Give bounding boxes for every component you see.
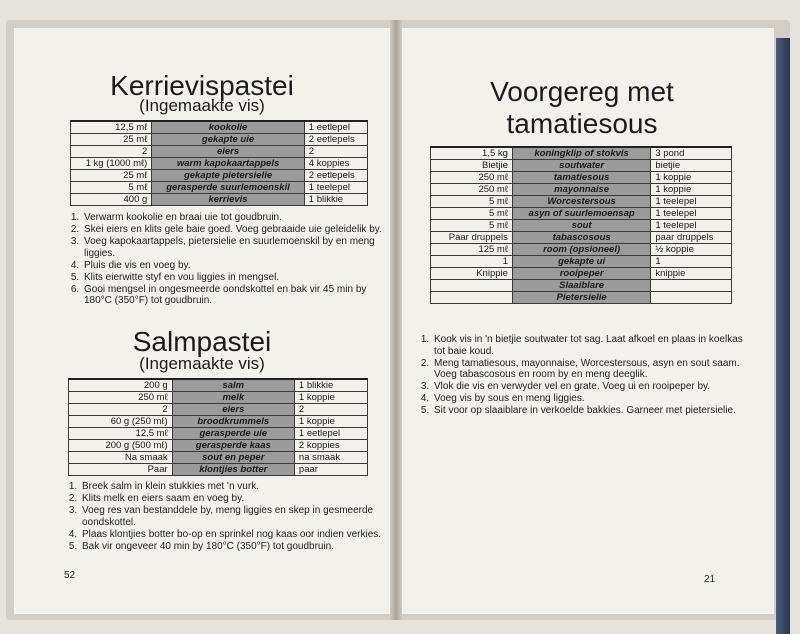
measure-cell: 1 koppie (651, 184, 732, 196)
table-row (431, 172, 732, 184)
measure-cell: 1 koppie (651, 172, 732, 184)
ingredient-cell: gerasperde suurlemoenskil (152, 182, 304, 194)
table-row (431, 147, 732, 160)
measure-cell: 1 eetlepel (304, 121, 367, 134)
measure-cell: na smaak (294, 452, 367, 464)
quantity-cell: 250 mℓ (431, 184, 513, 196)
quantity-cell (431, 280, 513, 292)
table-row (69, 404, 368, 416)
method-step: 5. Bak vir ongeveer 40 min by 180°C (350°F) tot goudbruin. (80, 541, 382, 553)
quantity-cell: 5 mℓ (431, 196, 513, 208)
table-row (69, 428, 368, 440)
quantity-cell: 200 g (69, 379, 173, 392)
method-step: 5. Klits eierwitte styf en vou liggies in mengsel. (82, 272, 382, 284)
ingredient-cell: kookolie (152, 121, 304, 134)
table-row (71, 134, 368, 146)
page-number: 21 (704, 574, 716, 585)
ingredient-cell: gerasperde uie (172, 428, 294, 440)
method-step: 3. Voeg res van bestanddele by, meng liggies en skep in gesmeerde oondskottel. (80, 505, 382, 528)
quantity-cell: 250 mℓ (69, 392, 173, 404)
quantity-cell: 200 g (500 mℓ) (69, 440, 173, 452)
method-step: 1. Kook vis in 'n bietjie soutwater tot sag. Laat afkoel en plaas in koelkas tot baie koud. (432, 334, 748, 357)
ingredient-cell: tabascosous (512, 232, 650, 244)
quantity-cell: 400 g (71, 194, 152, 206)
measure-cell: 2 (304, 146, 367, 158)
quantity-cell: Bietjie (431, 160, 513, 172)
ingredient-cell: room (opsioneel) (512, 244, 650, 256)
table-row (69, 392, 368, 404)
table-row (431, 256, 732, 268)
table-row (71, 121, 368, 134)
measure-cell: 2 (294, 404, 367, 416)
table-row (431, 232, 732, 244)
table-row (69, 416, 368, 428)
table-row (431, 268, 732, 280)
ingredient-cell: Pietersielie (512, 292, 650, 304)
measure-cell: 1 teelepel (651, 208, 732, 220)
measure-cell: 2 eetlepels (304, 170, 367, 182)
method-steps (66, 481, 382, 553)
table-row (71, 194, 368, 206)
quantity-cell: Knippie (431, 268, 513, 280)
method-step: 4. Plaas klontjies botter bo-op en sprinkel nog kaas oor indien verkies. (80, 529, 382, 541)
measure-cell: 1 teelepel (304, 182, 367, 194)
table-row (69, 379, 368, 392)
ingredient-cell: koningklip of stokvis (512, 147, 650, 160)
ingredient-cell: gekapte pietersielie (152, 170, 304, 182)
quantity-cell: 1 (431, 256, 513, 268)
page-number: 52 (64, 570, 76, 581)
book-cover-edge (776, 38, 790, 634)
measure-cell: 1 teelepel (651, 196, 732, 208)
ingredient-cell: warm kapokaartappels (152, 158, 304, 170)
measure-cell: 1 blikkie (294, 379, 367, 392)
table-row (431, 184, 732, 196)
ingredient-table (68, 378, 368, 476)
ingredient-table (430, 146, 732, 304)
measure-cell: ½ koppie (651, 244, 732, 256)
quantity-cell: 25 mℓ (71, 170, 152, 182)
quantity-cell: 1 kg (1000 mℓ) (71, 158, 152, 170)
table-row (69, 440, 368, 452)
measure-cell: 1 koppie (294, 416, 367, 428)
method-step: 1. Verwarm kookolie en braai uie tot goudbruin. (82, 212, 382, 224)
table-row (431, 280, 732, 292)
method-step: 3. Voeg kapokaartappels, pietersielie en suurlemoenskil by en meng liggies. (82, 236, 382, 259)
ingredient-cell: broodkrummels (172, 416, 294, 428)
method-step: 4. Voeg vis by sous en meng liggies. (432, 393, 748, 405)
open-book (6, 20, 790, 620)
measure-cell: bietjie (651, 160, 732, 172)
ingredient-cell: gekapte uie (152, 134, 304, 146)
table-row (431, 208, 732, 220)
method-step: 2. Klits melk en eiers saam en voeg by. (80, 493, 382, 505)
measure-cell: 1 teelepel (651, 220, 732, 232)
quantity-cell: 5 mℓ (71, 182, 152, 194)
quantity-cell: 1,5 kg (431, 147, 513, 160)
ingredient-cell: Worcestersous (512, 196, 650, 208)
table-row (431, 160, 732, 172)
method-step: 4. Pluis die vis en voeg by. (82, 260, 382, 272)
quantity-cell: 12,5 mℓ (71, 121, 152, 134)
measure-cell: 2 koppies (294, 440, 367, 452)
recipe-title: Salmpastei (132, 326, 272, 357)
table-row (69, 452, 368, 464)
ingredient-cell: sout (512, 220, 650, 232)
ingredient-cell: eiers (152, 146, 304, 158)
ingredient-cell: soutwater (512, 160, 650, 172)
ingredient-table (70, 120, 368, 206)
left-page (14, 28, 390, 614)
table-row (431, 292, 732, 304)
quantity-cell: 25 mℓ (71, 134, 152, 146)
right-page (402, 28, 774, 614)
ingredient-cell: melk (172, 392, 294, 404)
method-steps (68, 212, 382, 307)
ingredient-cell: mayonnaise (512, 184, 650, 196)
quantity-cell: 5 mℓ (431, 220, 513, 232)
table-row (431, 244, 732, 256)
ingredient-cell: sout en peper (172, 452, 294, 464)
method-step: 3. Vlok die vis en verwyder vel en grate. Voeg ui en rooipeper by. (432, 381, 748, 393)
measure-cell: 1 (651, 256, 732, 268)
quantity-cell: Paar druppels (431, 232, 513, 244)
method-step: 6. Gooi mengsel in ongesmeerde oondskottel en bak vir 45 min by 180°C (350°F) tot goudbruin. (82, 284, 382, 307)
measure-cell (651, 280, 732, 292)
table-row (69, 464, 368, 476)
measure-cell: 1 eetlepel (294, 428, 367, 440)
quantity-cell: Paar (69, 464, 173, 476)
measure-cell: paar (294, 464, 367, 476)
method-step: 2. Skei eiers en klits gele baie goed. Voeg gebraaide uie geleidelik by. (82, 224, 382, 236)
book-spine (390, 20, 402, 620)
measure-cell: 3 pond (651, 147, 732, 160)
table-row (71, 182, 368, 194)
ingredient-cell: rooipeper (512, 268, 650, 280)
method-step: 5. Sit voor op slaaiblare in verkoelde bakkies. Garneer met pietersielie. (432, 405, 748, 417)
recipe-title: Kerrievispastei (110, 70, 294, 101)
method-step: 2. Meng tamatiesous, mayonnaise, Worcestersous, asyn en sout saam. Voeg tabascosous en room by en meng deeglik. (432, 358, 748, 381)
table-row (431, 220, 732, 232)
table-row (71, 170, 368, 182)
table-row (71, 158, 368, 170)
ingredient-cell: gerasperde kaas (172, 440, 294, 452)
table-row (71, 146, 368, 158)
quantity-cell: Na smaak (69, 452, 173, 464)
measure-cell: 4 koppies (304, 158, 367, 170)
ingredient-cell: salm (172, 379, 294, 392)
ingredient-cell: klontjies botter (172, 464, 294, 476)
recipe-subtitle: (Ingemaakte vis) (139, 354, 265, 373)
ingredient-cell: kerrievis (152, 194, 304, 206)
quantity-cell: 60 g (250 mℓ) (69, 416, 173, 428)
ingredient-cell: tamatiesous (512, 172, 650, 184)
ingredient-cell: gekapte ui (512, 256, 650, 268)
measure-cell: 1 blikkie (304, 194, 367, 206)
quantity-cell: 12,5 mℓ (69, 428, 173, 440)
measure-cell: knippie (651, 268, 732, 280)
measure-cell (651, 292, 732, 304)
method-steps (418, 334, 748, 417)
measure-cell: 1 koppie (294, 392, 367, 404)
quantity-cell: 125 mℓ (431, 244, 513, 256)
ingredient-cell: eiers (172, 404, 294, 416)
method-step: 1. Breek salm in klein stukkies met 'n vurk. (80, 481, 382, 493)
recipe-title-line1: Voorgereg met (490, 76, 674, 107)
measure-cell: paar druppels (651, 232, 732, 244)
quantity-cell: 250 mℓ (431, 172, 513, 184)
measure-cell: 2 eetlepels (304, 134, 367, 146)
recipe-subtitle: (Ingemaakte vis) (139, 96, 265, 115)
quantity-cell: 5 mℓ (431, 208, 513, 220)
table-row (431, 196, 732, 208)
recipe-title-line2: tamatiesous (506, 108, 658, 139)
quantity-cell (431, 292, 513, 304)
ingredient-cell: asyn of suurlemoensap (512, 208, 650, 220)
quantity-cell: 2 (69, 404, 173, 416)
ingredient-cell: Slaaiblare (512, 280, 650, 292)
quantity-cell: 2 (71, 146, 152, 158)
